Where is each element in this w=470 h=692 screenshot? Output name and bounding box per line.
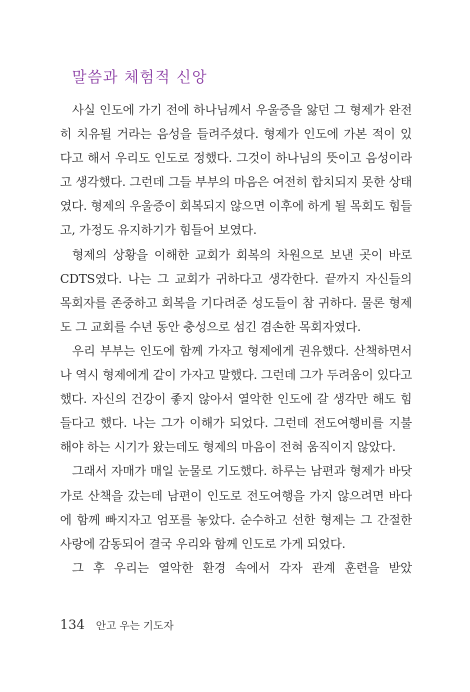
text-line: CDTS였다. 나는 그 교회가 귀하다고 생각한다. 끝까지 자신들의 xyxy=(60,271,412,286)
text-line: 고 생각했다. 그런데 그들 부부의 마음은 여전히 합치되지 못한 상태 xyxy=(60,175,412,190)
text-line: 해야 하는 시기가 왔는데도 형제의 마음이 전혀 움직이지 않았다. xyxy=(60,440,396,455)
text-line: 고, 가정도 유지하기가 힘들어 보였다. xyxy=(60,223,257,238)
text-line: 다고 해서 우리도 인도로 정했다. 그것이 하나님의 뜻이고 음성이라 xyxy=(60,151,412,166)
section-heading: 말씀과 체험적 신앙 xyxy=(72,68,208,86)
text-line: 목회자를 존중하고 회복을 기다려준 성도들이 참 귀하다. 물론 형제 xyxy=(60,295,412,310)
body-text xyxy=(60,98,412,580)
text-line: 였다. 형제의 우울증이 회복되지 않으면 이후에 하게 될 목회도 힘들 xyxy=(60,199,412,214)
text-line: 사실 인도에 가기 전에 하나님께서 우울증을 앓던 그 형제가 완전 xyxy=(72,103,412,117)
text-line: 히 치유될 거라는 음성을 들려주셨다. 형제가 인도에 가본 적이 있 xyxy=(60,127,412,142)
text-line: 그 후 우리는 열악한 환경 속에서 각자 관계 훈련을 받았 xyxy=(72,560,412,575)
text-line: 도 그 교회를 수년 동안 충성으로 섬긴 겸손한 목회자였다. xyxy=(60,319,361,334)
text-line: 그래서 자매가 매일 눈물로 기도했다. 하루는 남편과 형제가 바닷 xyxy=(72,464,412,479)
text-line: 우리 부부는 인도에 함께 가자고 형제에게 권유했다. 산책하면서 xyxy=(72,343,412,358)
text-line: 사랑에 감동되어 결국 우리와 함께 인도로 가게 되었다. xyxy=(60,536,346,551)
text-line: 가로 산책을 갔는데 남편이 인도로 전도여행을 가지 않으려면 바다 xyxy=(60,488,412,503)
page-number: 134 xyxy=(60,618,85,633)
text-line: 나 역시 형제에게 같이 가자고 말했다. 그런데 그가 두려움이 있다고 xyxy=(60,368,412,383)
page-footer xyxy=(60,614,174,633)
text-line: 에 함께 빠지자고 엄포를 놓았다. 순수하고 선한 형제는 그 간절한 xyxy=(60,512,412,527)
text-line: 들다고 했다. 나는 그가 이해가 되었다. 그런데 전도여행비를 지불 xyxy=(60,416,412,431)
text-line: 형제의 상황을 이해한 교회가 회복의 차원으로 보낸 곳이 바로 xyxy=(72,247,412,262)
text-line: 했다. 자신의 건강이 좋지 않아서 열악한 인도에 갈 생각만 해도 힘 xyxy=(60,392,412,407)
book-title: 안고 우는 기도자 xyxy=(95,620,174,632)
